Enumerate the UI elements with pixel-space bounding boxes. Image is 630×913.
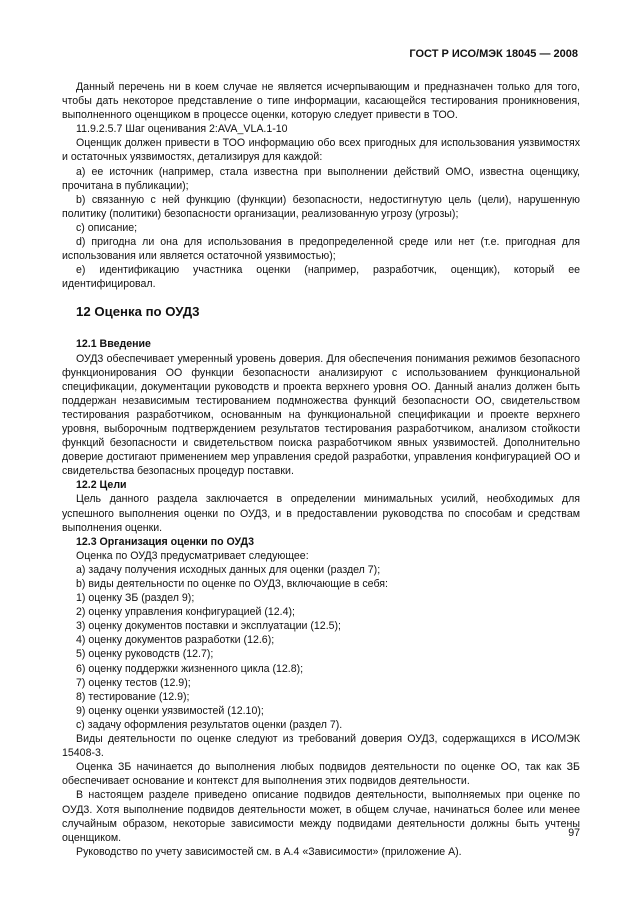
- list-item: 7) оценку тестов (12.9);: [76, 676, 191, 689]
- subsection-title: 12.3 Организация оценки по ОУД3: [76, 535, 254, 548]
- list-item: 4) оценку документов разработки (12.6);: [76, 634, 275, 647]
- list-item: a) ее источник (например, стала известна при выполнении действий ОМО, известна оценщику, прочитана в публикации);: [62, 165, 580, 192]
- paragraph: Виды деятельности по оценке следуют из требований доверия ОУД3, содержащихся в ИСО/МЭК 15408-3.: [62, 733, 580, 760]
- paragraph: Данный перечень ни в коем случае не является исчерпывающим и предназначен только для того, чтобы дать некоторое представление о типе информации, касающейся тестирования проникновения, выполненного оценщиком в процессе оценки, которую следует привести в ТОО.: [62, 81, 580, 122]
- paragraph: Оценщик должен привести в ТОО информацию обо всех пригодных для использования уязвимостях и остаточных уязвимостях, детализируя для каждой:: [62, 137, 580, 164]
- paragraph: Цель данного раздела заключается в определении минимальных усилий, необходимых для успешного выполнения оценки по ОУД3, и в предоставлении руководства по способам и средствам выполнения оценки.: [62, 493, 580, 534]
- list-item: 5) оценку руководств (12.7);: [76, 648, 214, 661]
- list-item: d) пригодна ли она для использования в предопределенной среде или нет (т.е. пригодная для использования или является остаточной уязвимостью);: [62, 236, 580, 263]
- page-header: ГОСТ Р ИСО/МЭК 18045 — 2008: [409, 48, 578, 60]
- list-item: 2) оценку управления конфигурацией (12.4);: [76, 606, 295, 619]
- page-content: [62, 80, 580, 859]
- section-title: 12 Оценка по ОУД3: [76, 304, 200, 320]
- list-item: c) описание;: [76, 221, 138, 234]
- list-item: e) идентификацию участника оценки (например, разработчик, оценщик), который ее идентифицировал.: [62, 264, 580, 291]
- list-item: b) виды деятельности по оценке по ОУД3, включающие в себя:: [76, 578, 388, 590]
- list-item: 9) оценку оценки уязвимостей (12.10);: [76, 704, 264, 717]
- page-number: 97: [568, 827, 580, 839]
- paragraph: Оценка ЗБ начинается до выполнения любых подвидов деятельности по оценке ОО, так как ЗБ обеспечивает основание и контекст для выполнения этих подвидов деятельности.: [62, 761, 580, 788]
- list-item: b) связанную с ней функцию (функции) безопасности, недостигнутую цель (цели), нарушенную политику (политики) безопасности организации, реализованную угрозу (угрозы);: [62, 193, 580, 220]
- paragraph: Руководство по учету зависимостей см. в А.4 «Зависимости» (приложение А).: [76, 845, 462, 858]
- step-heading: 11.9.2.5.7 Шаг оценивания 2:AVA_VLA.1-10: [76, 123, 288, 136]
- list-intro: Оценка по ОУД3 предусматривает следующее:: [76, 549, 309, 562]
- subsection-title: 12.1 Введение: [76, 338, 151, 351]
- subsection-title: 12.2 Цели: [76, 479, 127, 492]
- paragraph: ОУД3 обеспечивает умеренный уровень доверия. Для обеспечения понимания режимов безопасного функционирования ОО функции безопасности анализируют с использованием функциональной спецификации, документации руководств и проекта верхнего уровня ОО. Данный анализ должен быть поддержан независимым тестированием подмножества функций безопасности ОО, свидетельством тестирования разработчиком, основанным на функциональной спецификации и проекте верхнего уровня, выборочным подтверждением результатов тестирования разработчиком, анализом стойкости функций безопасности и свидетельством поиска разработчиком явных уязвимостей. Дополнительно доверие достигают применением мер управления средой разработки, управления конфигурацией ОО и свидетельства безопасных процедур поставки.: [62, 352, 580, 478]
- list-item: 3) оценку документов поставки и эксплуатации (12.5);: [76, 620, 341, 633]
- list-item: 8) тестирование (12.9);: [76, 690, 190, 703]
- list-item: 1) оценку ЗБ (раздел 9);: [76, 592, 195, 605]
- paragraph: В настоящем разделе приведено описание подвидов деятельности, выполняемых при оценке по ОУД3. Хотя выполнение подвидов деятельности может, в общем случае, начинаться более или менее случайным образом, некоторые зависимости между подвидами деятельности должны быть учтены оценщиком.: [62, 789, 580, 844]
- list-item: c) задачу оформления результатов оценки (раздел 7).: [76, 718, 343, 731]
- list-item: a) задачу получения исходных данных для оценки (раздел 7);: [76, 563, 381, 576]
- list-item: 6) оценку поддержки жизненного цикла (12.8);: [76, 662, 304, 675]
